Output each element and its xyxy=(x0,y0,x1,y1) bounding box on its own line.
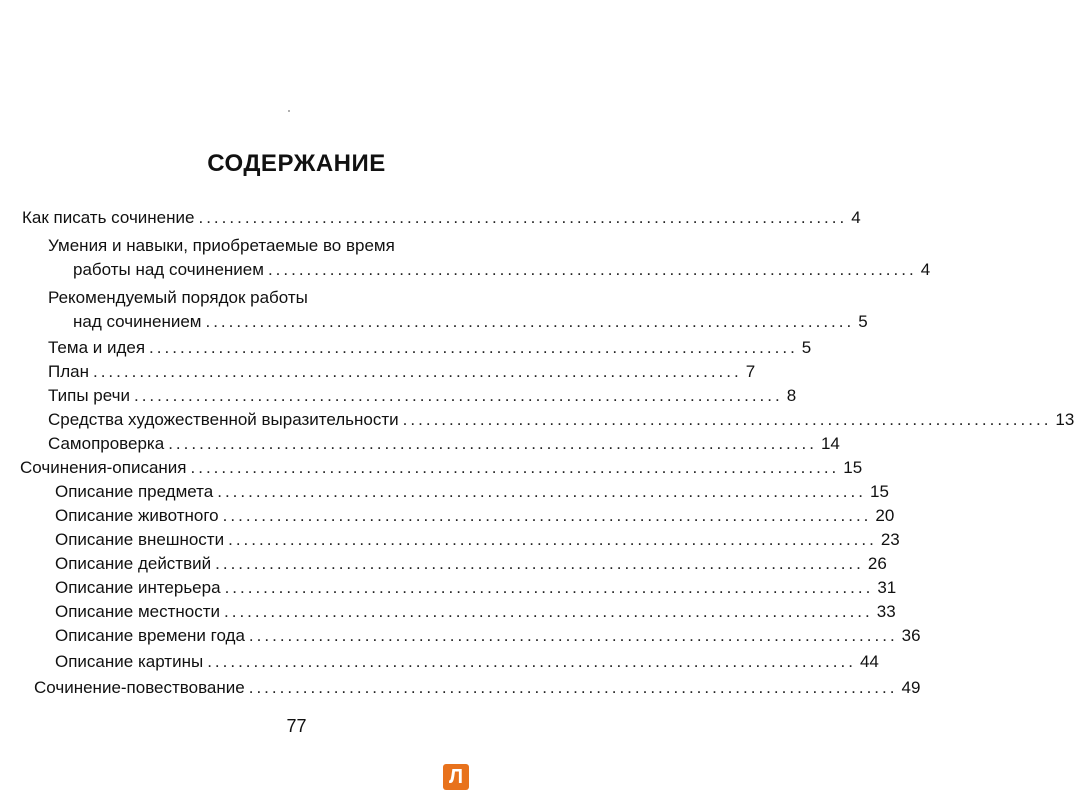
dot-leader: .................................................................................... xyxy=(149,338,798,357)
toc-entry-page: 23 xyxy=(880,530,900,549)
toc-entry-title: Умения и навыки, приобретаемые во время xyxy=(48,236,395,255)
toc-entry-page: 14 xyxy=(820,434,840,453)
toc-entry-page: 44 xyxy=(859,652,879,671)
toc-entry-page: 31 xyxy=(877,578,897,597)
dot-leader: .................................................................................... xyxy=(248,678,898,697)
toc-entry-page: 15 xyxy=(843,458,863,477)
toc-entry-title: Сочинение-повествование xyxy=(34,678,245,697)
toc-entry-title: Описание времени года xyxy=(55,626,245,645)
toc-entry-page: 13 xyxy=(1055,410,1074,429)
dot-leader: .................................................................................... xyxy=(224,602,873,621)
toc-entry-page: 5 xyxy=(858,312,868,331)
toc-entry-title: Описание предмета xyxy=(55,482,214,501)
dot-leader: .................................................................................... xyxy=(198,208,848,227)
toc-entry-page: 7 xyxy=(745,362,756,381)
toc-entry-title: Тема и идея xyxy=(48,338,146,357)
page-title: СОДЕРЖАНИЕ xyxy=(207,150,386,177)
dot-leader: .................................................................................... xyxy=(215,554,864,573)
dot-leader: .................................................................................... xyxy=(205,312,855,331)
dot-leader: .................................................................................... xyxy=(228,530,877,549)
toc-entry-title-continued: над сочинением xyxy=(73,312,202,331)
toc-entry-page: 8 xyxy=(786,386,797,405)
toc-entry-title: Типы речи xyxy=(48,386,130,405)
publisher-logo-icon: Л xyxy=(443,764,469,790)
toc-entry-title: Описание картины xyxy=(55,652,204,671)
toc-entry-page: 33 xyxy=(876,602,896,621)
dot-leader: .................................................................................... xyxy=(190,458,840,477)
toc-entry-title: Описание внешности xyxy=(55,530,225,549)
toc-entry-title: Рекомендуемый порядок работы xyxy=(48,288,308,307)
dot-leader: .................................................................................... xyxy=(248,626,898,645)
toc-entry-title: Как писать сочинение xyxy=(22,208,195,227)
toc-entry-page: 36 xyxy=(901,626,921,645)
toc-entry-title: Описание действий xyxy=(55,554,212,573)
toc-entry-page: 4 xyxy=(851,208,861,227)
dot-leader: .................................................................................... xyxy=(168,434,817,453)
toc-entry-title: Описание местности xyxy=(55,602,220,621)
page-number: 77 xyxy=(286,716,307,736)
toc-entry-page: 5 xyxy=(801,338,812,357)
dot-leader: .................................................................................... xyxy=(133,386,783,405)
dot-leader: .................................................................................... xyxy=(92,362,742,381)
toc-entry-page: 4 xyxy=(920,260,931,279)
toc-entry-title-continued: работы над сочинением xyxy=(73,260,264,279)
toc-entry-title: Самопроверка xyxy=(48,434,165,453)
dot-leader: .................................................................................... xyxy=(207,652,856,671)
toc-entry-page: 49 xyxy=(901,678,921,697)
dot-leader: .................................................................................... xyxy=(267,260,917,279)
toc-entry-page: 15 xyxy=(869,482,889,501)
toc-entry-title: Сочинения-описания xyxy=(20,458,187,477)
toc-entry-title: Описание животного xyxy=(55,506,219,525)
toc-entry-page: 26 xyxy=(867,554,887,573)
toc-entry-title: Описание интерьера xyxy=(55,578,221,597)
toc-entry-title: Средства художественной выразительности xyxy=(48,410,399,429)
toc-entry-page: 20 xyxy=(875,506,895,525)
toc-entry-title: План xyxy=(48,362,89,381)
dot-leader: .................................................................................... xyxy=(217,482,866,501)
dot-leader: .................................................................................... xyxy=(224,578,874,597)
dot-leader: .................................................................................... xyxy=(402,410,1052,429)
dot-leader: .................................................................................... xyxy=(222,506,872,525)
